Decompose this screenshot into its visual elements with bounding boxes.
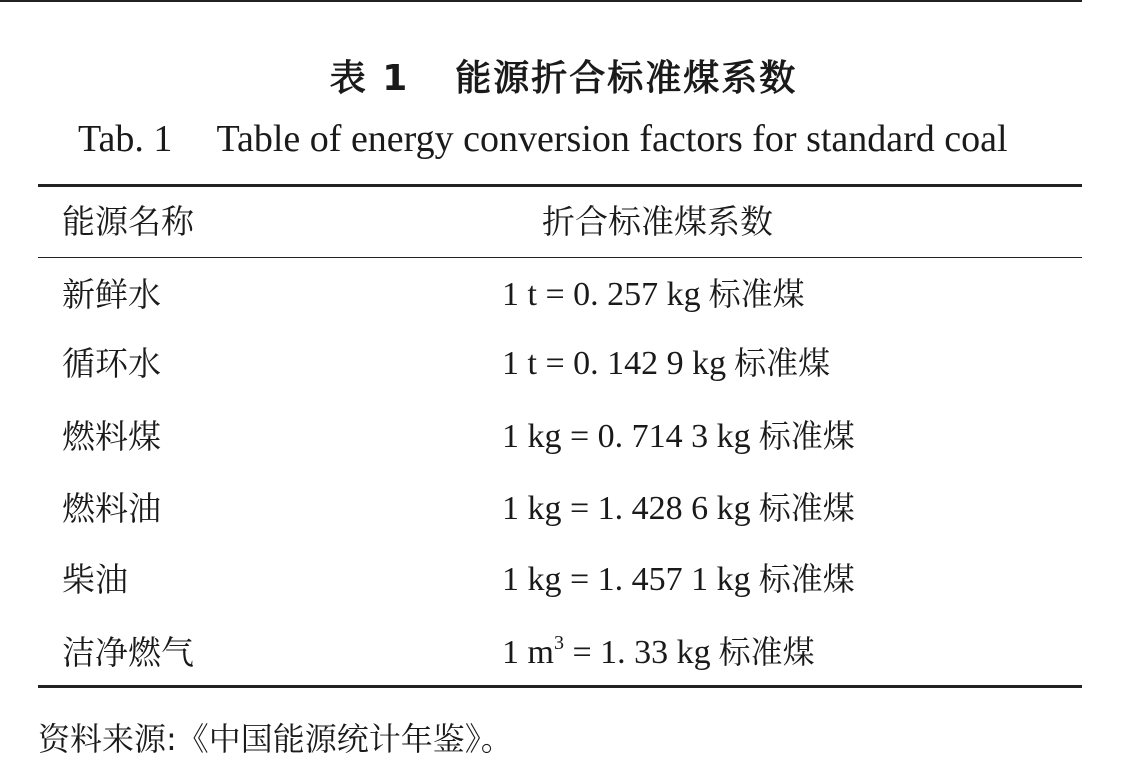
row-factor bbox=[502, 275, 805, 313]
row-factor bbox=[502, 632, 815, 671]
table-title-cn-text: 能源折合标准煤系数 bbox=[455, 58, 798, 99]
table-bottom-rule bbox=[38, 685, 1082, 688]
row-factor bbox=[502, 344, 831, 382]
row-name: 燃料煤 bbox=[62, 417, 161, 456]
factor-superscript: 3 bbox=[553, 632, 564, 654]
table-top-rule bbox=[38, 184, 1082, 187]
row-name: 洁净燃气 bbox=[62, 633, 194, 672]
factor-unit: 标准煤 bbox=[758, 560, 855, 598]
row-factor bbox=[502, 560, 855, 598]
header-rule bbox=[38, 257, 1082, 258]
factor-unit: 标准煤 bbox=[758, 417, 855, 455]
table-title-cn bbox=[0, 50, 1127, 101]
header-energy-name: 能源名称 bbox=[62, 202, 194, 241]
factor-value: 1 kg = 1. 457 1 kg bbox=[502, 561, 751, 598]
factor-value: 1 kg = 0. 714 3 kg bbox=[502, 418, 751, 455]
factor-unit: 标准煤 bbox=[758, 489, 855, 527]
factor-value: 1 kg = 1. 428 6 kg bbox=[502, 490, 751, 527]
factor-unit: 标准煤 bbox=[718, 633, 815, 671]
row-name: 柴油 bbox=[62, 560, 128, 599]
row-factor bbox=[502, 417, 855, 455]
top-rule bbox=[0, 0, 1082, 2]
factor-unit: 标准煤 bbox=[708, 275, 805, 313]
header-conversion-factor: 折合标准煤系数 bbox=[542, 202, 773, 241]
row-name: 燃料油 bbox=[62, 489, 161, 528]
row-name: 新鲜水 bbox=[62, 275, 161, 314]
factor-value-rest: = 1. 33 kg bbox=[563, 634, 711, 671]
factor-value: 1 t = 0. 142 9 kg bbox=[502, 345, 727, 382]
row-factor bbox=[502, 489, 855, 527]
table-number-en: Tab. 1 bbox=[78, 118, 173, 160]
table-title-en bbox=[78, 117, 1008, 161]
table-number-cn: 表 1 bbox=[329, 58, 410, 99]
factor-value: 1 m bbox=[502, 634, 554, 671]
row-name: 循环水 bbox=[62, 344, 161, 383]
factor-value: 1 t = 0. 257 kg bbox=[502, 276, 701, 313]
factor-unit: 标准煤 bbox=[734, 344, 831, 382]
table-title-en-text: Table of energy conversion factors for standard coal bbox=[216, 118, 1008, 160]
source-note: 资料来源:《中国能源统计年鉴》。 bbox=[38, 720, 513, 758]
